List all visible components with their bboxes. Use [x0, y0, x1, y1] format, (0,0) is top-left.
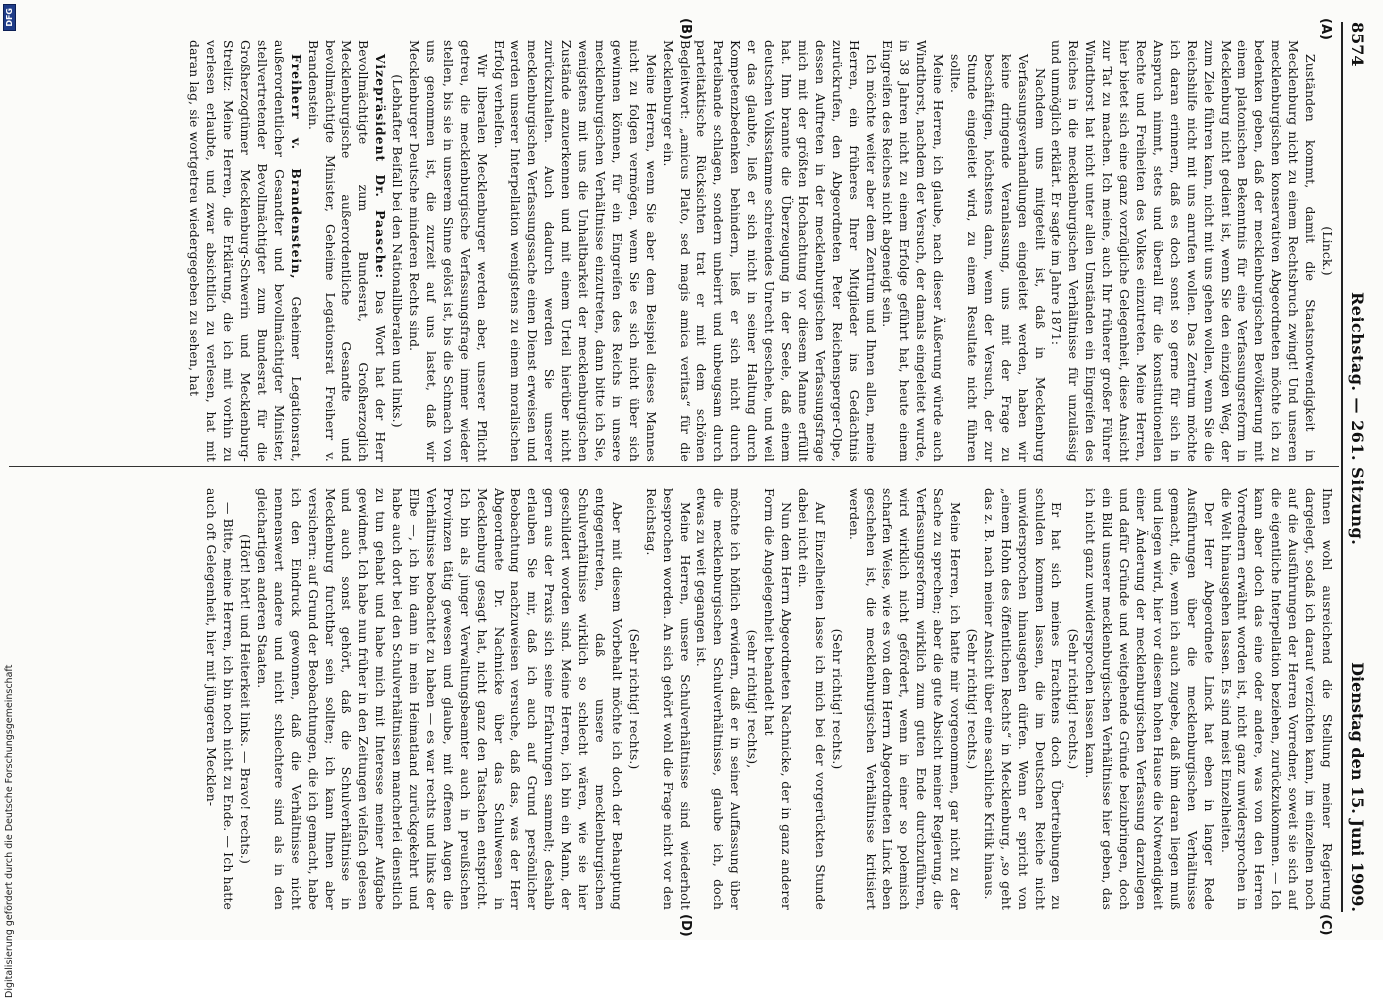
- speaker-name: Freiherr v. Brandenstein,: [288, 54, 304, 280]
- paragraph: möchte ich höflich erwidern, daß er in seiner Auffassung über die mecklenburgischen Schulverhältnisse, glaube ich, doch etwas zu weit gegangen ist.: [694, 488, 744, 910]
- applause-note: (Lebhafter Beifall bei den Nationalliberalen und links.): [390, 74, 406, 428]
- paragraph: Ich möchte weiter aber dem Zentrum und Ihnen allen, meine Herren, ein früheres Ihrer Mitglieder ins Gedächtnis zurückrufen, den Abgeordneten Peter Reichensperger-Olpe, dessen Auftreten in der mecklenburgischen Verfassungsfrage mich mit der größten Hochachtung vor diesem Manne erfüllt hat. Ihm brannte die Überzeugung in der Seele, daß einem deutschen Volksstamme schreiendes Unrecht geschehe, und weil er das glaubte, ließ er sich nicht in seiner Haltung durch Kompetenzbedenken behindern, ließ er sich nicht durch Parteibande schlagen, sondern unbeirrt und unbeugsam durch parteitaktische Rücksichten trat er mit dem schönen Begleitwort: „amicus Plato, sed magis amica veritas“ für die Mecklenburger ein.: [660, 40, 879, 462]
- paragraph: Ihnen wohl ausreichend die Stellung meiner Regierung dargelegt, sodaß ich darauf verzichten kann, im einzelnen noch auf die Ausführungen der Herren Vorredner, soweit sie sich auf die eigentliche Interpellation beziehen, zurückzukommen. — Ich kann aber doch das eine oder andere, was von den Herren Vorrednern erwähnt worden ist, nicht ganz unwidersprochen in die Welt hinausgehen lassen. Es sind meist Einzelheiten.: [1218, 488, 1335, 910]
- applause-note: (Hört! hört! und Heiterkeit links. — Bravo! rechts.): [238, 534, 253, 864]
- paragraph: Aber mit diesem Vorbehalt möchte ich doch der Behauptung entgegentreten, daß unsere mecklenburgischen Schulverhältnisse wirklich so schlecht wären, wie sie hier geschildert worden sind. Meine Herren, ich bin ein Mann, der gern aus der Praxis sich seine Erfahrungen sammelt; deshalb erlauben Sie mir, daß ich auch auf Grund persönlicher Beobachtung nachzuweisen versuche, daß das, was der Herr Abgeordnete Dr. Nachnicke über das Schulwesen in Mecklenburg gesagt hat, nicht ganz den Tatsachen entspricht. Ich bin als junger Verwaltungsbeamter auch in preußischen Provinzen tätig gewesen und glaube, mit offenen Augen die Verhältnisse beobachtet zu haben — es war rechts und links der Elbe —, ich bin dann in mein Heimatland zurückgekehrt und habe auch dort bei den Schulverhältnissen mancherlei dienstlich zu tun gehabt und habe mich mit Interesse meiner Aufgabe gewidmet. Ich habe nun früher in den Zeitungen vielfach gelesen und auch sonst gehört, daß die Schulverhältnisse in Mecklenburg furchtbar sein sollten; ich kann Ihnen aber versichern: auf Grund der Beobachtungen, die ich gemacht, habe ich den Eindruck gewonnen, daß die Verhältnisse nicht nennenswert andere und nicht schlechtere sind als in den gleichartigen anderen Staaten.: [254, 488, 625, 910]
- left-column: [15, 40, 1335, 462]
- paragraph: Er hat sich meines Erachtens doch Übertreibungen zu schulden kommen lassen, die im Deutschen Reiche nicht unwidersprochen hinausgehen dürfen. Wenn er spricht von „einem Hohn des öffentlichen Rechts“ in Mecklenburg, „so geht das z. B. nach meiner Ansicht über eine sachliche Kritik hinaus.: [981, 488, 1065, 910]
- page-header: [1345, 22, 1371, 912]
- applause-note: (Sehr richtig! rechts.): [829, 628, 845, 770]
- session-date: Dienstag den 15. Juni 1909.: [1348, 662, 1367, 912]
- page-number: 8574: [1348, 22, 1367, 67]
- quotation: Nachdem uns mitgeteilt ist, daß in Mecklenburg Verfassungsverhandlungen eingeleitet werden, haben wir keine dringende Veranlassung, uns mit der Frage zu beschäftigen, höchstens dann, wenn der Versuch, der zur Stunde eingeleitet wird, zu einem Resultate nicht führen sollte.: [948, 54, 1048, 462]
- header-rule: [1341, 22, 1343, 912]
- applause-note: (Sehr richtig! rechts.): [626, 628, 642, 770]
- session-title: Reichstag. — 261. Sitzung.: [1348, 292, 1367, 546]
- paragraph: — Bitte, meine Herren, ich bin noch nicht zu Ende. — Ich hatte auch oft Gelegenheit, hier mit jüngeren Mecklen-: [204, 488, 237, 910]
- margin-mark-a: (A): [1318, 18, 1333, 40]
- speaker-tag: (Linck.): [1320, 226, 1335, 276]
- dfg-logo: DFG: [3, 4, 16, 31]
- paragraph: Zuständen kommt, damit die Staatsnotwendigkeit in Mecklenburg nicht zu einem Rechtsbruch zwingt! Und unseren mecklenburgischen konservativen Abgeordneten möchte ich zu bedenken geben, daß der mecklenburgischen Bevölkerung mit einem platonischen Bekenntnis für eine Verfassungsreform in Mecklenburg nicht gedient ist, wenn Sie den einzigen Weg, der zum Ziele führen kann, nicht mit uns gehen wollen, wenn Sie die Reichshilfe nicht mit uns anrufen wollen. Das Zentrum möchte ich daran erinnern, daß es doch sonst so gerne für sich in Anspruch nimmt, stets und überall für die konstitutionellen Rechte und Freiheiten des Volkes einzutreten. Meine Herren, hier bietet sich eine ganz vorzügliche Gelegenheit, diese Ansicht zur Tat zu machen. Ich meine, auch Ihr früherer großer Führer Windthorst hat nicht unter allen Umständen ein Eingreifen des Reiches in die mecklenburgischen Verhältnisse für unzulässig und unmöglich erklärt. Er sagte im Jahre 1871:: [1049, 40, 1319, 462]
- applause-note: (Sehr richtig! rechts.): [1066, 628, 1082, 770]
- speaker-name: Vizepräsident Dr. Paasche:: [373, 54, 389, 280]
- paragraph: [304, 40, 389, 462]
- paragraph: Auf Einzelheiten lasse ich mich bei der vorgerückten Stunde dabei nicht ein.: [795, 488, 828, 910]
- column-divider: [9, 466, 1339, 467]
- paragraph: [185, 40, 303, 462]
- paragraph: Wir liberalen Mecklenburger werden aber, unserer Pflicht getreu, die mecklenburgische Verfassungsfrage immer wieder stellen, bis sie in unserem Sinne gelöst ist, bis die Schmach von uns genommen ist, die zurzeit auf uns lastet, daß wir Mecklenburger Deutsche minderen Rechts sind.: [407, 40, 490, 462]
- margin-mark-d: (D): [678, 914, 693, 937]
- credit-text: Digitalisierung gefördert durch die Deutsche Forschungsgemeinschaft: [3, 664, 15, 998]
- paragraph: Nun dem Herrn Abgeordneten Nachnicke, der in ganz anderer Form die Angelegenheit behandelt hat: [762, 488, 794, 910]
- speech-text: Das Wort hat der Herr Bevollmächtigte zum Bundesrat, Großherzoglich Mecklenburgische außerordentliche Gesandte und bevollmächtigte Minister, Geheime Legationsrat Freiherr v. Brandenstein.: [305, 40, 389, 462]
- paragraph: Meine Herren, ich glaube, nach dieser Äußerung würde auch Windthorst, nachdem der Versuch, der damals eingeleitet wurde, in 38 Jahren nicht zu einem Erfolge geführt hat, heute einem Eingreifen des Reiches nicht abgeneigt sein.: [880, 40, 947, 462]
- margin-mark-c: (C): [1318, 914, 1333, 936]
- digitization-credit: [2, 0, 16, 998]
- paragraph: Meine Herren, ich hatte mir vorgenommen, gar nicht zu der Sache zu sprechen; aber die gute Absicht meiner Regierung, die Verfassungsreform wirklich zum guten Ende durchzuführen, wird wirklich nicht gefördert, wenn in einer so polemisch scharfen Weise, wie es von dem Herrn Abgeordneten Linck eben geschehen ist, die mecklenburgischen Verhältnisse kritisiert werden.: [846, 488, 964, 910]
- applause-note: (Sehr richtig! rechts.): [964, 628, 980, 770]
- speech-text: Geheimer Legationsrat, außerordentlicher Gesandter und bevollmächtigter Minister, stellvertretender Bevollmächtigter zum Bundesrat für die Großherzogtümer Mecklenburg-Schwerin und Mecklenburg-Strelitz: Meine Herren, die Erklärung, die ich mit vorhin zu verlesen erlaubte, und zwar absichtlich zu verlesen, hat mit daran lag, sie wortgetreu wiedergegeben zu sehen, hat: [187, 40, 304, 462]
- applause-note: (sehr richtig! rechts),: [745, 629, 761, 769]
- paragraph: Meine Herren, unsere Schulverhältnisse sind wiederholt besprochen worden. An sich gehört wohl die Frage nicht vor den Reichstag.: [643, 488, 693, 910]
- right-column: [15, 488, 1335, 910]
- paragraph: Meine Herren, wenn Sie aber dem Beispiel dieses Mannes nicht zu folgen vermögen, wenn Sie es sich nicht über sich gewinnen können, für ein Eingreifen des Reichs in unsere mecklenburgischen Verhältnisse einzutreten, dann bitte ich Sie, wenigstens mit uns die Unhaltbarkeit der mecklenburgischen Zustände anzuerkennen und mit einem Urteil hierüber nicht zurückzuhalten. Auch dadurch werden Sie unserer mecklenburgischen Verfassungssache einen Dienst erweisen und werden unserer Interpellation wenigstens zu einem moralischen Erfolg verhelfen.: [491, 40, 659, 462]
- margin-mark-b: (B): [678, 18, 693, 40]
- paragraph: Der Herr Abgeordnete Linck hat eben in langer Rede Ausführungen über die mecklenburgischen Verhältnisse gemacht, die, wenn ich auch zugebe, daß ihm daran liegen muß und liegen wird, hier vor diesem hohen Hause die Notwendigkeit einer Änderung der mecklenburgischen Verfassung darzulegen und dafür Gründe und weitgehende Gründe beizubringen, doch ein Bild unserer mecklenburgischen Verhältnisse hier geben, das ich nicht ganz unwidersprochen lassen kann.: [1083, 488, 1217, 910]
